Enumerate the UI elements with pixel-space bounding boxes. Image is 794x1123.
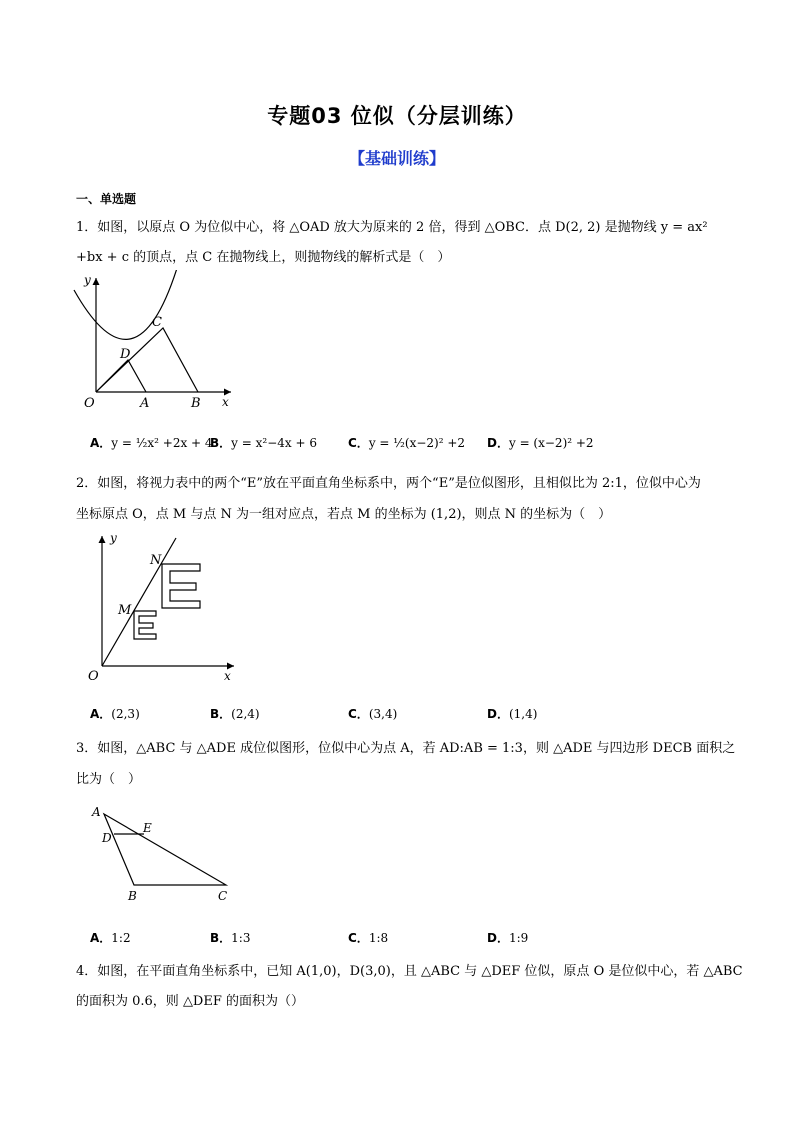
q1-label-d: D [120,347,131,362]
q3-label-b: B [128,889,137,903]
page-title: 专题03 位似（分层训练） [267,104,527,128]
q1-stem-line1: 1．如图，以原点 O 为位似中心，将 △OAD 放大为原来的 2 倍，得到 △OBC．点 D(2, 2) 是抛物线 y = ax² [76,220,708,235]
q1-label-o: O [84,396,95,411]
q3-label-a: A [92,805,101,819]
q2-option-a[interactable]: A．(2,3) [90,707,140,721]
q3-option-d[interactable]: D．1:9 [487,931,529,945]
q1-option-b[interactable]: B．y = x²−4x + 6 [210,436,317,450]
q1-triangle-obc [96,328,198,392]
q3-option-c[interactable]: C．1:8 [348,931,389,945]
q2-label-x: x [224,669,231,683]
q1-label-x: x [222,395,229,409]
q1-figure [66,270,246,415]
q3-label-e: E [143,821,152,835]
q3-option-a[interactable]: A．1:2 [90,931,131,945]
q3-figure [86,800,246,910]
q3-option-b[interactable]: B．1:3 [210,931,251,945]
q3-stem-line2: 比为（ ） [76,772,142,787]
q3-label-c: C [218,889,228,903]
q3-label-d: D [102,831,112,845]
q2-stem-line2: 坐标原点 O，点 M 与点 N 为一组对应点，若点 M 的坐标为 (1,2)，则点 N 的坐标为（ ） [76,507,612,522]
q2-label-n: N [150,553,162,568]
q1-stem-line2: +bx + c 的顶点，点 C 在抛物线上，则抛物线的解析式是（ ） [76,250,451,265]
q1-option-a[interactable]: A．y = ½x² +2x + 4 [90,436,213,450]
question-type-heading: 一、单选题 [76,192,137,206]
q3-stem-line1: 3．如图，△ABC 与 △ADE 成位似图形，位似中心为点 A，若 AD:AB = 1:3，则 △ADE 与四边形 DECB 面积之 [76,741,736,756]
q1-option-c[interactable]: C．y = ½(x−2)² +2 [348,436,466,450]
q2-option-d[interactable]: D．(1,4) [487,707,538,721]
q2-small-e [134,611,156,639]
q2-ray [102,538,176,666]
q4-stem-line2: 的面积为 0.6，则 △DEF 的面积为（） [76,994,305,1009]
q2-label-o: O [88,669,99,684]
q2-large-e [162,564,200,608]
q2-label-y: y [110,531,117,545]
q2-figure [66,530,246,685]
q1-label-c: C [152,315,162,330]
q2-stem-line1: 2．如图，将视力表中的两个“E”放在平面直角坐标系中，两个“E”是位似图形，且相似比为 2:1，位似中心为 [76,476,701,491]
q1-triangle-oad [96,360,146,392]
section-subtitle: 【基础训练】 [348,149,445,168]
q1-label-y: y [84,273,91,287]
q1-option-d[interactable]: D．y = (x−2)² +2 [487,436,594,450]
q1-label-b: B [191,396,201,411]
q1-label-a: A [140,396,150,411]
q2-option-c[interactable]: C．(3,4) [348,707,398,721]
q4-stem-line1: 4．如图，在平面直角坐标系中，已知 A(1,0)，D(3,0)，且 △ABC 与 △DEF 位似，原点 O 是位似中心，若 △ABC [76,964,743,979]
q2-option-b[interactable]: B．(2,4) [210,707,260,721]
q3-triangle-abc [104,814,226,885]
q2-label-m: M [118,603,132,618]
